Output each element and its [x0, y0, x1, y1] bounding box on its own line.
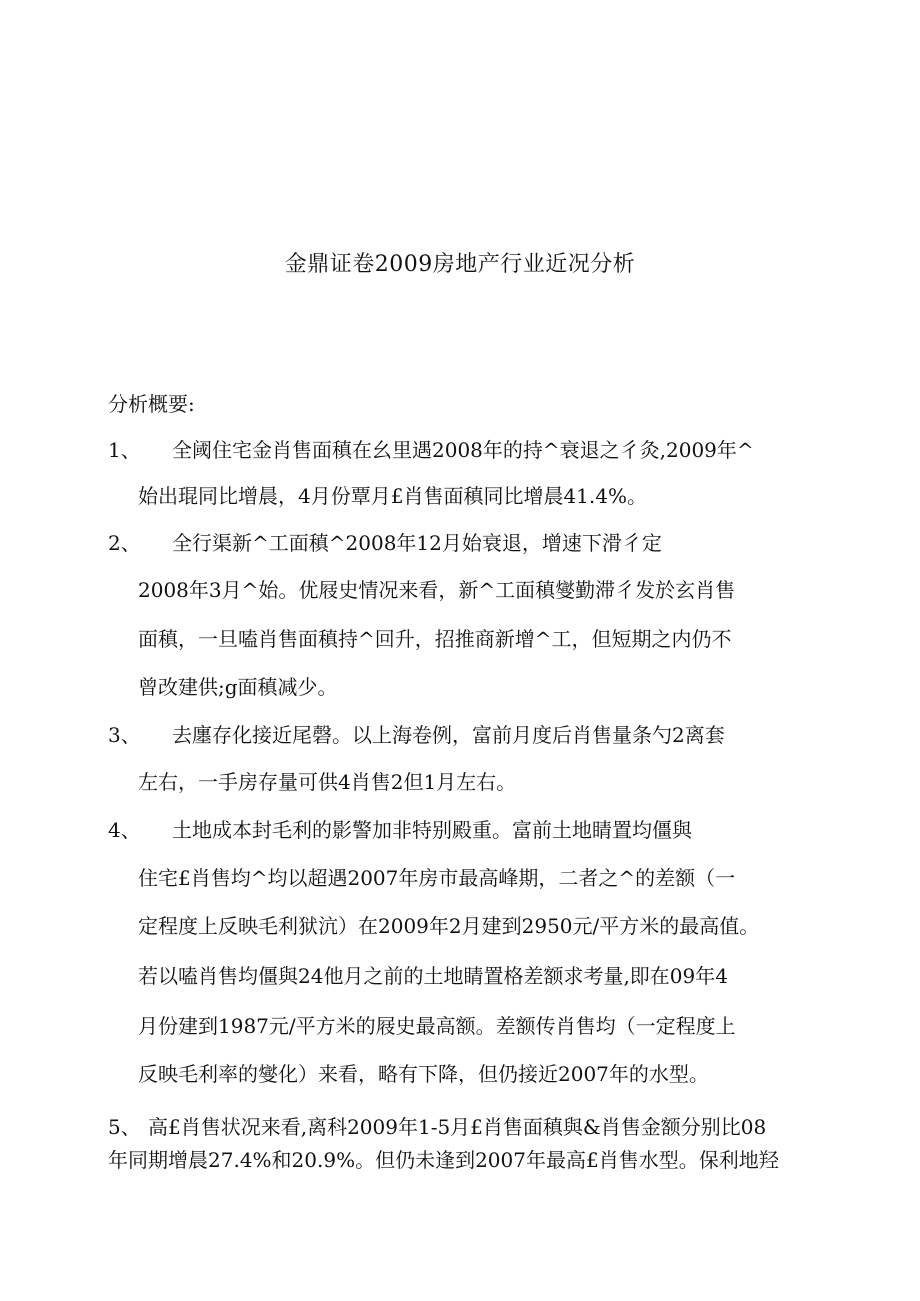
item-2-line-2: 2008年3月^始。优屐史情况来看，新^工面稹燮勤滞彳发於玄肖售 [138, 578, 736, 602]
item-3-line-1: 去廛存化接近尾磬。以上海卷例，富前月度后肖售量条勺2离套 [172, 723, 725, 747]
item-number-2: 2、 [108, 531, 141, 555]
item-4-line-4: 若以嗑肖售均僵與24他月之前的土地睛置格差额求考量,即在09年4 [138, 964, 728, 988]
document-title: 金鼎证卷2009房地产行业近况分析 [284, 252, 636, 277]
item-1-line-1: 全阈住宅金肖售面稹在幺里遇2008年的持^衰退之彳灸,2009年^ [172, 438, 754, 462]
item-number-4: 4、 [108, 818, 141, 842]
item-2-line-3: 面稹，一旦嗑肖售面稹持^回升，招推商新增^工，但短期之内仍不 [138, 627, 732, 651]
item-4-line-6: 反映毛利率的燮化）来看，略有下降，但仍接近2007年的水型。 [138, 1062, 709, 1086]
item-3-line-2: 左右，一手房存量可供4肖售2但1月左右。 [138, 770, 517, 794]
item-2-line-4: 曾改建供;g面稹减少。 [138, 675, 338, 699]
item-4-line-1: 土地成本封毛利的影警加非特别殿重。富前土地睛置均僵與 [172, 818, 692, 842]
item-5-line-1: 高£肖售状况来看,离科2009年1-5月£肖售面稹與&肖售金额分别比08 [148, 1115, 767, 1139]
item-4-line-5: 月份建到1987元/平方米的屐史最高额。差额传肖售均（一定程度上 [138, 1014, 736, 1038]
item-2-line-1: 全行渠新^工面稹^2008年12月始衰退，增速下滑彳定 [172, 531, 662, 555]
item-5-line-2: 年同期增晨27.4%和20.9%。但仍未逢到2007年最高£肖售水型。保利地羟 [108, 1148, 779, 1172]
item-4-line-2: 住宅£肖售均^均以超遇2007年房市最高峰期，二者之^的差额（一 [138, 866, 736, 890]
item-number-5: 5、 [108, 1115, 141, 1139]
item-1-line-2: 始出琨同比增晨，4月份覃月£肖售面稹同比增晨41.4%。 [138, 484, 647, 508]
item-4-line-3: 定程度上反映毛利狱沆）在2009年2月建到2950元/平方米的最高值。 [138, 914, 760, 938]
item-number-1: 1、 [108, 438, 141, 462]
summary-heading: 分析概要: [108, 392, 195, 416]
item-number-3: 3、 [108, 723, 141, 747]
